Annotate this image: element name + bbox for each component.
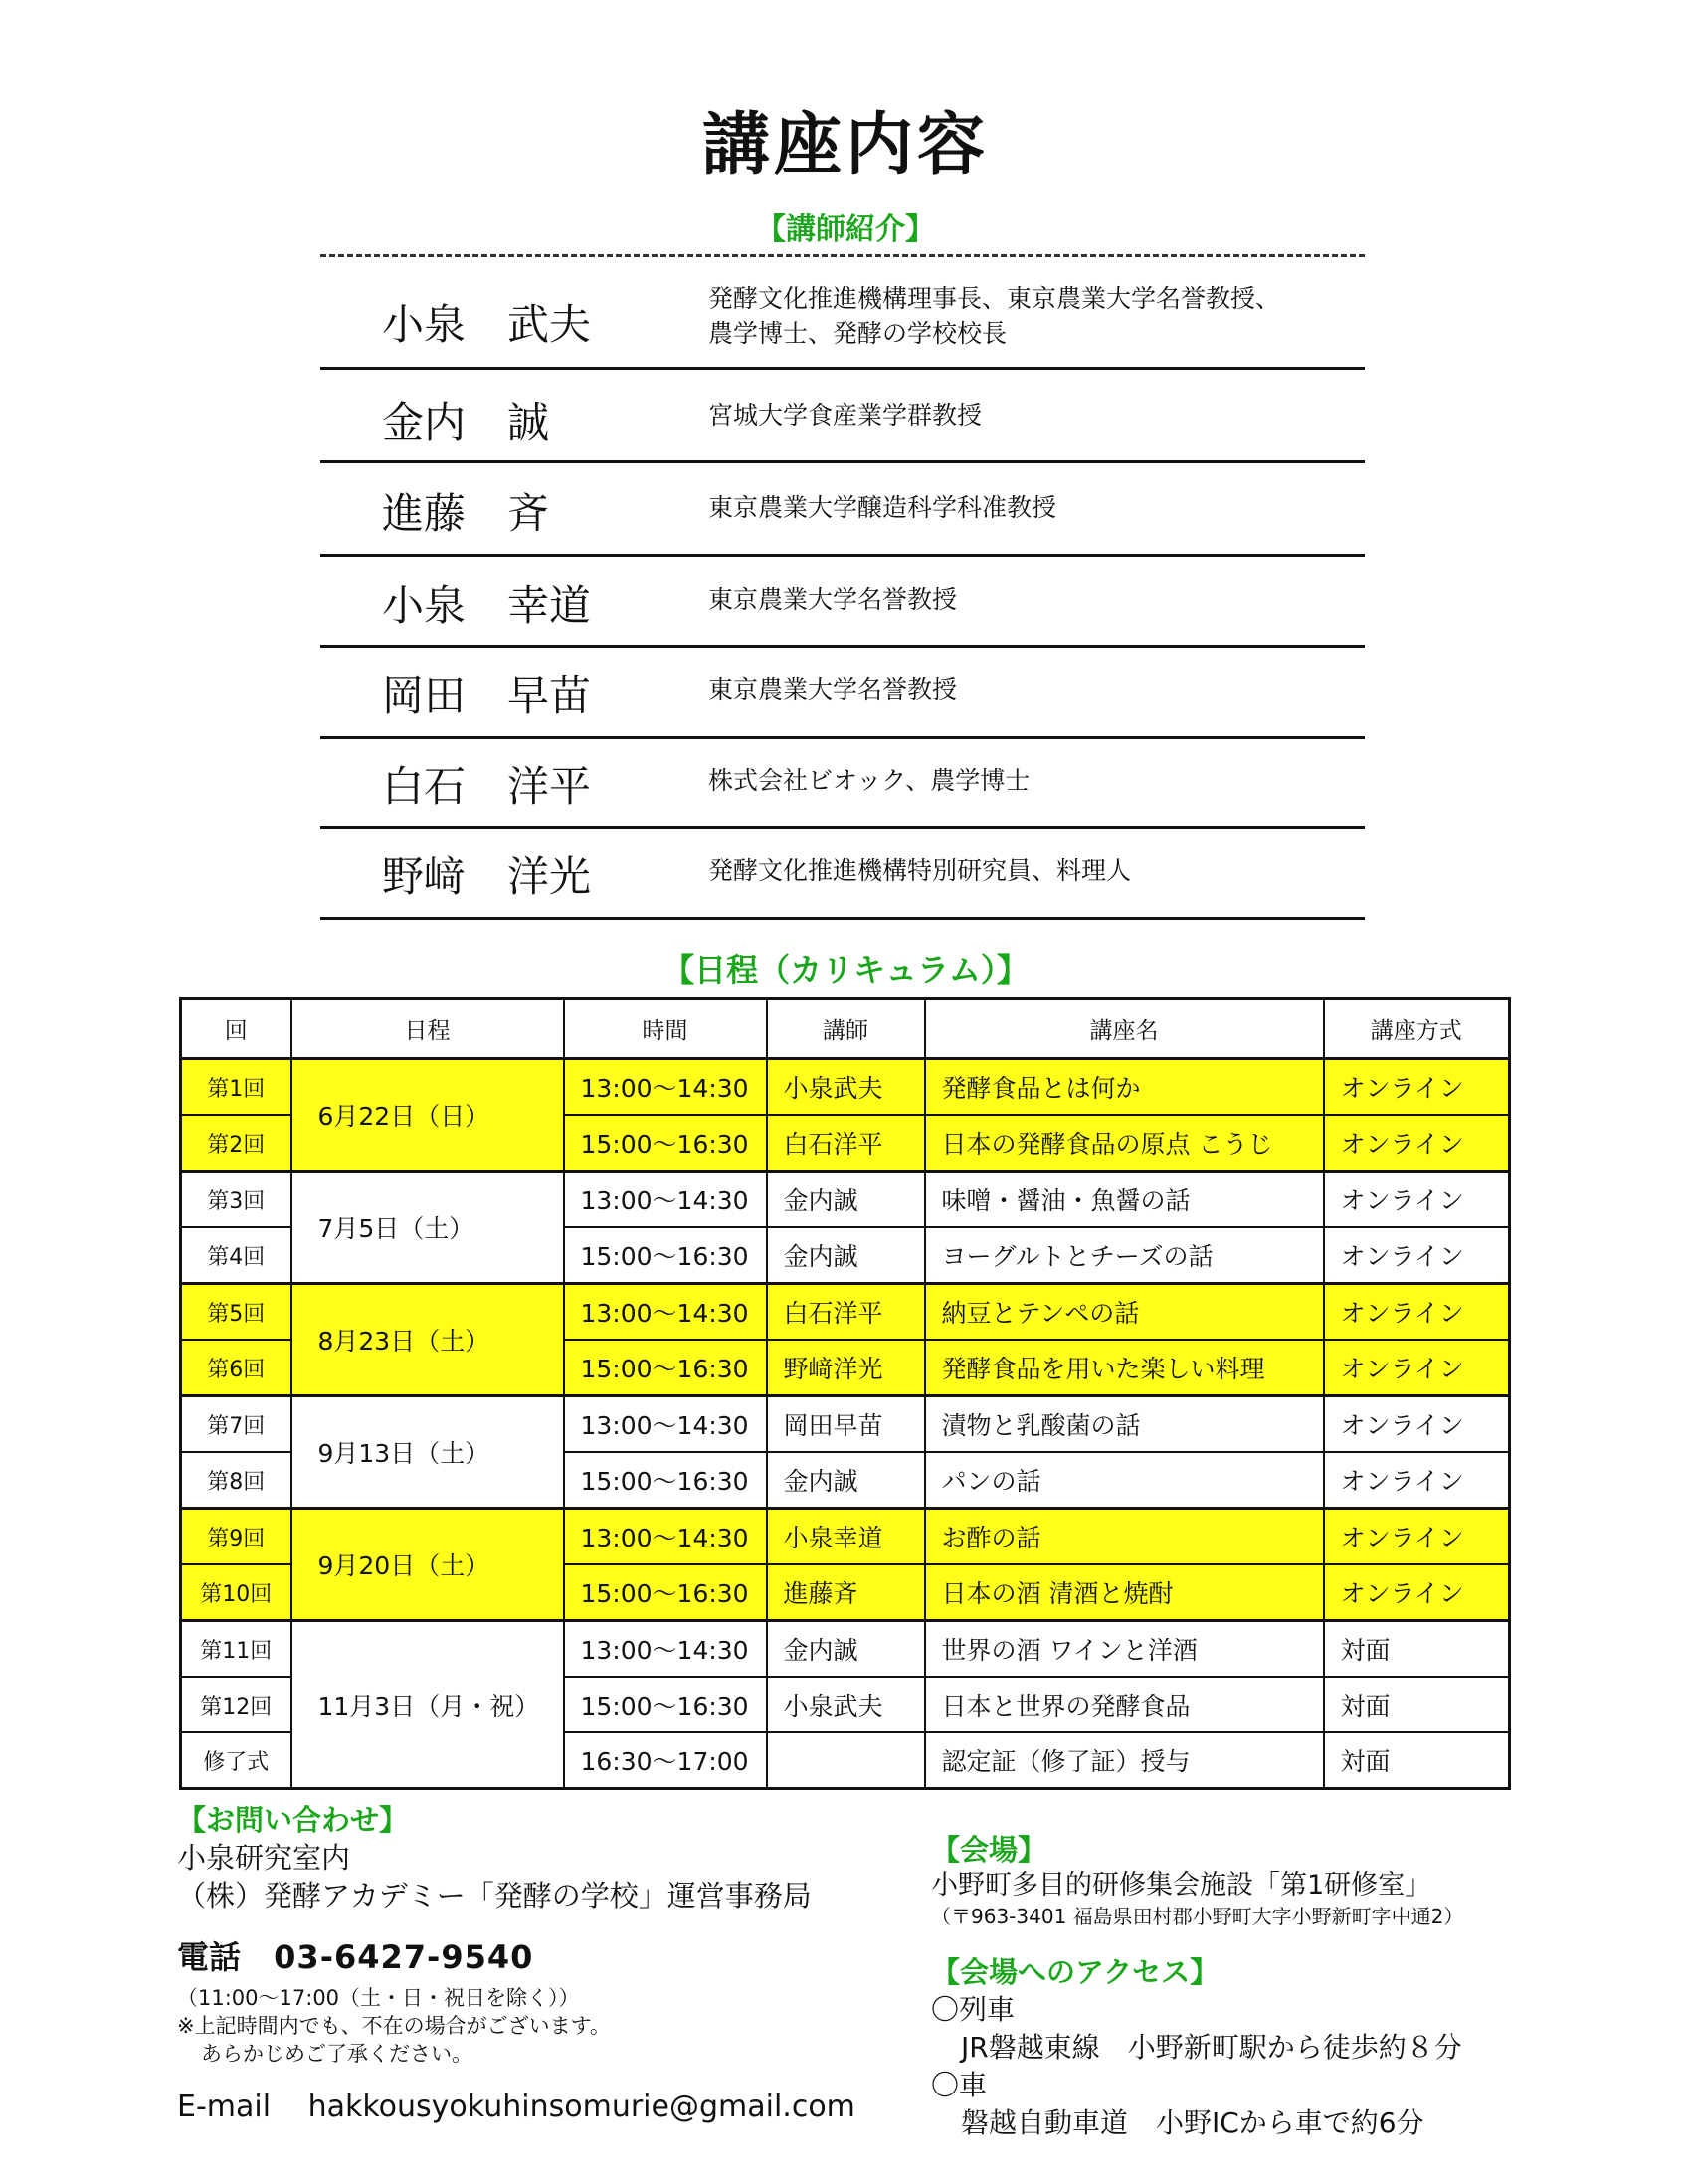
session-date: 9月13日（土） xyxy=(291,1396,564,1509)
session-teacher: 進藤斉 xyxy=(767,1564,925,1621)
instructor-row xyxy=(320,645,1365,739)
session-course: 味噌・醤油・魚醤の話 xyxy=(925,1172,1324,1228)
dashed-divider xyxy=(320,254,1365,257)
session-num: 第2回 xyxy=(181,1115,291,1172)
table-row xyxy=(181,1172,1510,1228)
session-date: 6月22日（日） xyxy=(291,1059,564,1172)
session-course: ヨーグルトとチーズの話 xyxy=(925,1227,1324,1284)
email-address[interactable]: hakkousyokuhinsomurie@gmail.com xyxy=(307,2090,855,2124)
session-time: 13:00〜14:30 xyxy=(564,1396,767,1453)
session-course: パンの話 xyxy=(925,1452,1324,1509)
session-num: 第4回 xyxy=(181,1227,291,1284)
contact-note: ※上記時間内でも、不在の場合がございます。 xyxy=(177,2014,611,2038)
session-course: 発酵食品とは何か xyxy=(925,1059,1324,1116)
instructor-row xyxy=(320,370,1365,463)
session-num: 第9回 xyxy=(181,1509,291,1565)
table-row xyxy=(181,1059,1510,1116)
instructor-row xyxy=(320,276,1365,370)
session-mode: オンライン xyxy=(1324,1340,1510,1396)
session-teacher: 金内誠 xyxy=(767,1452,925,1509)
session-teacher: 野﨑洋光 xyxy=(767,1340,925,1396)
contact-line: 小泉研究室内 xyxy=(177,1841,351,1875)
email-label: E-mail xyxy=(177,2090,272,2124)
session-teacher: 岡田早苗 xyxy=(767,1396,925,1453)
session-time: 13:00〜14:30 xyxy=(564,1059,767,1116)
instructor-row xyxy=(320,826,1365,920)
session-date: 8月23日（土） xyxy=(291,1284,564,1396)
session-mode: オンライン xyxy=(1324,1059,1510,1116)
session-time: 13:00〜14:30 xyxy=(564,1172,767,1228)
access-train-label: 〇列車 xyxy=(931,1993,1016,2026)
session-mode: オンライン xyxy=(1324,1172,1510,1228)
phone-label: 電話 xyxy=(177,1938,242,1976)
session-teacher: 白石洋平 xyxy=(767,1284,925,1341)
session-course: 漬物と乳酸菌の話 xyxy=(925,1396,1324,1453)
session-date: 9月20日（土） xyxy=(291,1509,564,1621)
session-teacher xyxy=(767,1732,925,1789)
venue-address: （〒963-3401 福島県田村郡小野町大字小野新町字中通2） xyxy=(931,1905,1464,1928)
session-num: 第10回 xyxy=(181,1564,291,1621)
instructor-desc: 株式会社ビオック、農学博士 xyxy=(708,766,1031,795)
session-mode: オンライン xyxy=(1324,1115,1510,1172)
session-time: 15:00〜16:30 xyxy=(564,1227,767,1284)
session-time: 15:00〜16:30 xyxy=(564,1452,767,1509)
session-mode: オンライン xyxy=(1324,1284,1510,1341)
phone-number[interactable]: 03-6427-9540 xyxy=(274,1938,534,1976)
instructor-name: 岡田 早苗 xyxy=(382,671,592,720)
schedule-table xyxy=(179,997,1511,1790)
session-date: 7月5日（土） xyxy=(291,1172,564,1284)
instructor-desc: 東京農業大学名誉教授 xyxy=(708,675,958,704)
session-time: 13:00〜14:30 xyxy=(564,1621,767,1678)
session-time: 16:30〜17:00 xyxy=(564,1732,767,1789)
session-course: 日本の酒 清酒と焼酎 xyxy=(925,1564,1324,1621)
schedule-heading: 【日程（カリキュラム）】 xyxy=(662,951,1029,989)
instructor-desc-line: 農学博士、発酵の学校校長 xyxy=(708,319,1008,348)
instructor-row xyxy=(320,463,1365,557)
instructor-desc-line: 発酵文化推進機構理事長、東京農業大学名誉教授、 xyxy=(708,284,1281,313)
instructor-row xyxy=(320,555,1365,648)
header-cell: 講座方式 xyxy=(1324,999,1510,1059)
contact-heading: 【お問い合わせ】 xyxy=(177,1803,409,1837)
session-time: 15:00〜16:30 xyxy=(564,1115,767,1172)
access-car: 磐越自動車道 小野ICから車で約6分 xyxy=(961,2106,1424,2139)
instructor-name: 進藤 斉 xyxy=(382,489,550,538)
contact-block xyxy=(177,1798,893,2124)
instructors-heading: 【講師紹介】 xyxy=(756,212,935,247)
session-teacher: 白石洋平 xyxy=(767,1115,925,1172)
access-heading: 【会場へのアクセス】 xyxy=(931,1955,1220,1989)
session-teacher: 金内誠 xyxy=(767,1227,925,1284)
session-course: 納豆とテンペの話 xyxy=(925,1284,1324,1341)
session-teacher: 金内誠 xyxy=(767,1172,925,1228)
contact-note: あらかじめご了承ください。 xyxy=(201,2042,472,2066)
instructor-name: 小泉 武夫 xyxy=(382,300,592,349)
header-cell: 講座名 xyxy=(925,999,1324,1059)
session-mode: オンライン xyxy=(1324,1509,1510,1565)
instructor-name: 野﨑 洋光 xyxy=(382,852,592,901)
table-row xyxy=(181,1284,1510,1341)
session-course: 発酵食品を用いた楽しい料理 xyxy=(925,1340,1324,1396)
session-course: お酢の話 xyxy=(925,1509,1324,1565)
session-time: 13:00〜14:30 xyxy=(564,1284,767,1341)
session-time: 15:00〜16:30 xyxy=(564,1340,767,1396)
instructor-name: 白石 洋平 xyxy=(382,762,592,811)
contact-hours: （11:00〜17:00（土・日・祝日を除く）） xyxy=(177,1986,580,2010)
access-car-label: 〇車 xyxy=(931,2069,988,2101)
instructor-desc xyxy=(708,281,1280,351)
phone-line xyxy=(177,1932,893,1978)
instructor-name: 小泉 幸道 xyxy=(382,581,592,630)
instructor-desc: 発酵文化推進機構特別研究員、料理人 xyxy=(708,856,1132,885)
session-course: 日本の発酵食品の原点 こうじ xyxy=(925,1115,1324,1172)
instructor-desc: 東京農業大学名誉教授 xyxy=(708,585,958,614)
instructor-desc: 東京農業大学醸造科学科准教授 xyxy=(708,493,1057,522)
session-num: 第1回 xyxy=(181,1059,291,1116)
session-mode: オンライン xyxy=(1324,1396,1510,1453)
session-date: 11月3日（月・祝） xyxy=(291,1621,564,1789)
session-mode: 対面 xyxy=(1324,1621,1510,1678)
instructor-desc: 宮城大学食産業学群教授 xyxy=(708,401,983,430)
session-num: 修了式 xyxy=(181,1732,291,1789)
session-num: 第5回 xyxy=(181,1284,291,1341)
header-cell: 日程 xyxy=(291,999,564,1059)
session-mode: オンライン xyxy=(1324,1227,1510,1284)
venue-heading: 【会場】 xyxy=(931,1833,1047,1867)
session-mode: オンライン xyxy=(1324,1452,1510,1509)
table-row xyxy=(181,1396,1510,1453)
table-header-row xyxy=(181,999,1510,1059)
session-time: 13:00〜14:30 xyxy=(564,1509,767,1565)
session-mode: オンライン xyxy=(1324,1564,1510,1621)
session-time: 15:00〜16:30 xyxy=(564,1677,767,1732)
session-teacher: 小泉武夫 xyxy=(767,1059,925,1116)
session-mode: 対面 xyxy=(1324,1732,1510,1789)
header-cell: 講師 xyxy=(767,999,925,1059)
venue-name: 小野町多目的研修集会施設「第1研修室」 xyxy=(931,1870,1432,1901)
session-num: 第7回 xyxy=(181,1396,291,1453)
session-course: 日本と世界の発酵食品 xyxy=(925,1677,1324,1732)
session-mode: 対面 xyxy=(1324,1677,1510,1732)
email-line xyxy=(177,2090,893,2124)
session-course: 認定証（修了証）授与 xyxy=(925,1732,1324,1789)
session-time: 15:00〜16:30 xyxy=(564,1564,767,1621)
header-cell: 時間 xyxy=(564,999,767,1059)
contact-line: （株）発酵アカデミー「発酵の学校」運営事務局 xyxy=(177,1879,812,1912)
session-teacher: 小泉武夫 xyxy=(767,1677,925,1732)
session-num: 第6回 xyxy=(181,1340,291,1396)
table-row xyxy=(181,1509,1510,1565)
instructor-name: 金内 誠 xyxy=(382,398,550,447)
instructor-row xyxy=(320,736,1365,829)
table-row xyxy=(181,1621,1510,1678)
session-teacher: 小泉幸道 xyxy=(767,1509,925,1565)
session-num: 第8回 xyxy=(181,1452,291,1509)
venue-block xyxy=(931,1828,1667,2142)
session-teacher: 金内誠 xyxy=(767,1621,925,1678)
session-num: 第3回 xyxy=(181,1172,291,1228)
access-train: JR磐越東線 小野新町駅から徒歩約８分 xyxy=(961,2031,1462,2064)
session-num: 第12回 xyxy=(181,1677,291,1732)
session-course: 世界の酒 ワインと洋酒 xyxy=(925,1621,1324,1678)
header-cell: 回 xyxy=(181,999,291,1059)
session-num: 第11回 xyxy=(181,1621,291,1678)
page-title: 講座内容 xyxy=(701,106,989,185)
